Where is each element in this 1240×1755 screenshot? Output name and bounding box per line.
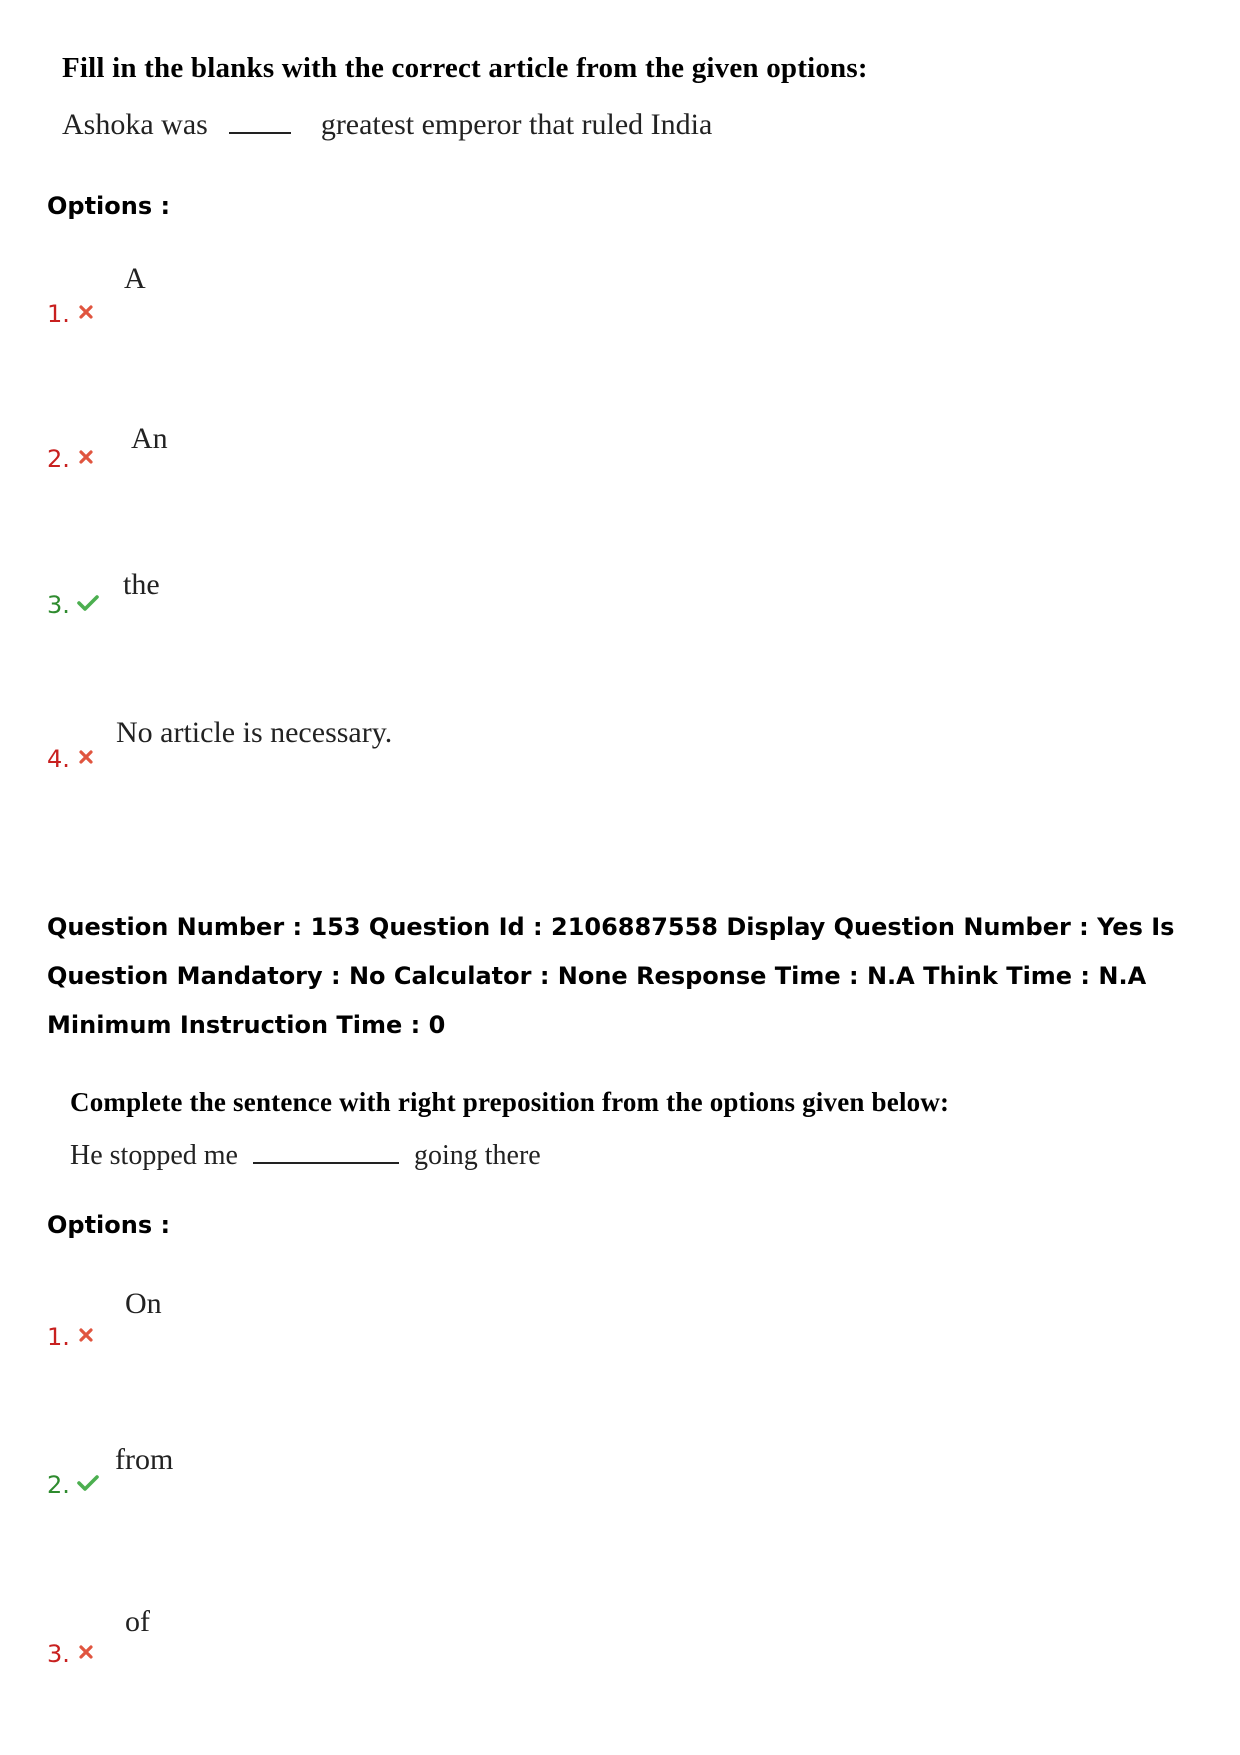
cross-icon (79, 1328, 93, 1342)
option-number: 1. (47, 1323, 70, 1351)
option-number: 3. (47, 591, 70, 619)
question-sentence (62, 108, 712, 142)
option-text: An (131, 422, 168, 455)
option-number: 4. (47, 745, 70, 773)
option-text: from (115, 1443, 174, 1476)
check-icon (77, 594, 99, 612)
options-label: Options : (47, 192, 171, 220)
sentence-after: going there (413, 1140, 541, 1171)
sentence-after: greatest emperor that ruled India (320, 108, 713, 141)
sentence-before: He stopped me (70, 1140, 238, 1171)
question-sentence (70, 1140, 541, 1172)
cross-icon (79, 305, 93, 319)
option-text: A (124, 262, 146, 295)
option-number: 3. (47, 1640, 70, 1668)
option-number: 2. (47, 1471, 70, 1499)
option-number: 1. (47, 300, 70, 328)
answer-blank (229, 131, 291, 134)
answer-blank (253, 1161, 399, 1164)
option-text: the (123, 568, 160, 601)
cross-icon (79, 1645, 93, 1659)
question-heading: Complete the sentence with right preposition from the options given below: (70, 1087, 950, 1117)
option-text: On (125, 1287, 162, 1320)
cross-icon (79, 450, 93, 464)
check-icon (77, 1474, 99, 1492)
question-heading: Fill in the blanks with the correct article from the given options: (62, 52, 868, 84)
option-number: 2. (47, 445, 70, 473)
option-text: No article is necessary. (116, 716, 393, 749)
cross-icon (79, 750, 93, 764)
options-label: Options : (47, 1211, 171, 1239)
option-text: of (125, 1605, 150, 1638)
sentence-before: Ashoka was (62, 108, 208, 141)
question-meta: Question Number : 153 Question Id : 2106887558 Display Question Number : Yes Is Question Mandatory : No Calculator : None Response Time : N.A Think Time : N.A Minimum Instruction Time : 0 (47, 913, 1175, 1039)
